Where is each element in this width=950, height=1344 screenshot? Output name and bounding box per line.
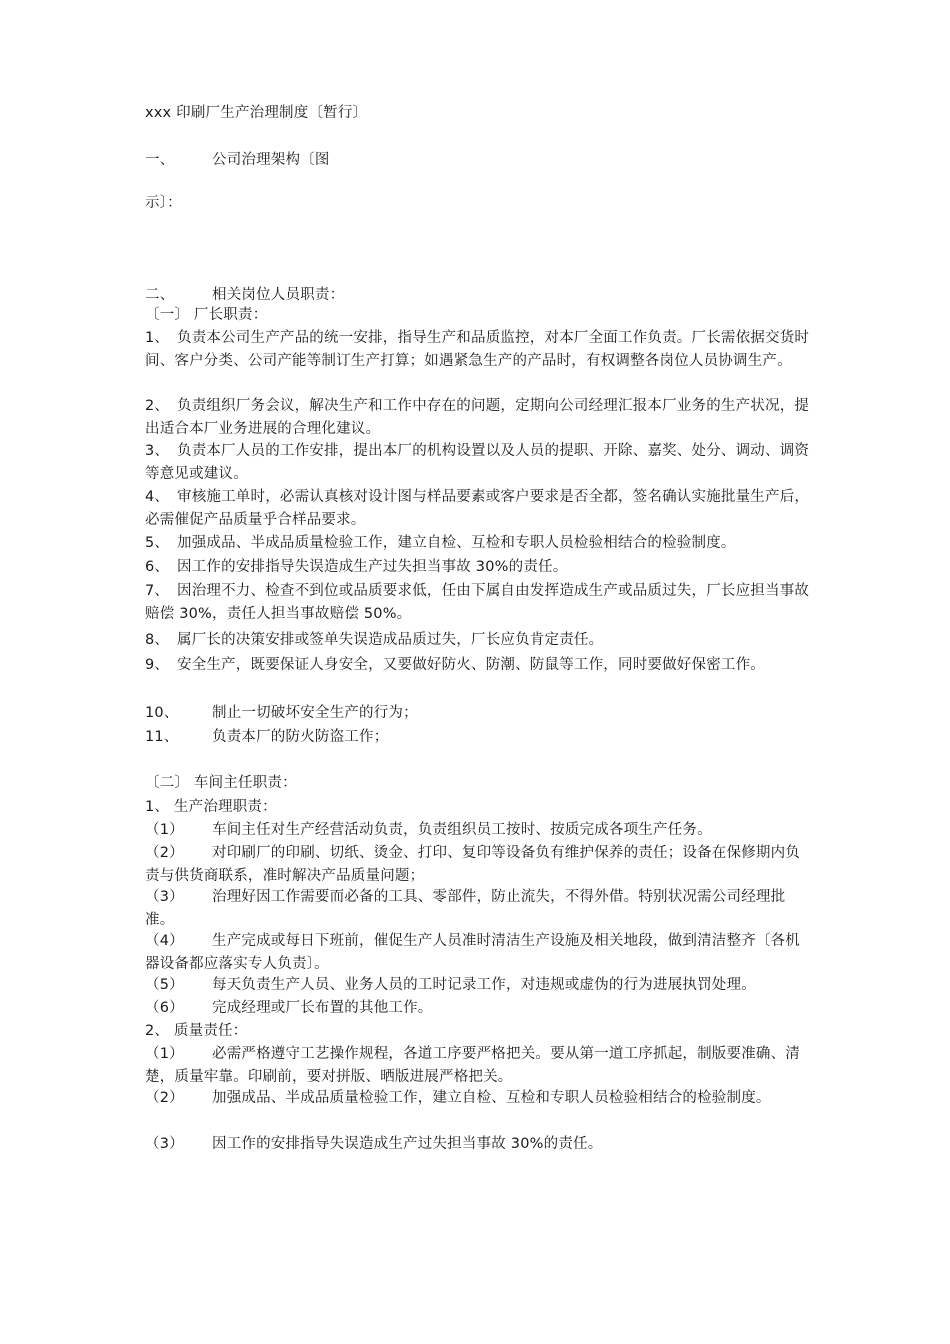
item-number: 6、 bbox=[145, 559, 170, 575]
section-1-number: 一、 bbox=[145, 152, 175, 168]
item-text: 因治理不力、检查不到位或品质要求低，任由下属自由发挥造成生产或品质过失，厂长应担当事故赔偿 30%，责任人担当事故赔偿 50%。 bbox=[145, 583, 810, 622]
item-number: 1、 bbox=[145, 330, 170, 346]
item-text: 制止一切破坏安全生产的行为； bbox=[212, 705, 418, 721]
list-item bbox=[145, 702, 810, 725]
part-1-heading: 1、 生产治理职责： bbox=[145, 799, 277, 815]
section-1-heading bbox=[145, 149, 810, 172]
item-text: 每天负责生产人员、业务人员的工时记录工作，对违规或虚伪的行为进展执罚处理。 bbox=[212, 977, 756, 993]
item-number: 4、 bbox=[145, 489, 170, 505]
item-text: 负责本厂的防火防盗工作； bbox=[212, 729, 389, 745]
list-item bbox=[145, 1133, 810, 1156]
item-number: 7、 bbox=[145, 583, 170, 599]
list-item bbox=[145, 440, 810, 486]
item-number: （2） bbox=[145, 1090, 184, 1106]
list-item bbox=[145, 1087, 810, 1110]
document-title: xxx 印刷厂生产治理制度〔暂行〕 bbox=[145, 105, 368, 121]
subsection-1-heading: 〔一〕 厂长职责： bbox=[145, 307, 268, 323]
item-text: 负责本厂人员的工作安排，提出本厂的机构设置以及人员的提职、开除、嘉奖、处分、调动、调资等意见或建议。 bbox=[145, 443, 810, 482]
item-text: 负责本公司生产产品的统一安排，指导生产和品质监控，对本厂全面工作负责。厂长需依据交货时间、客户分类、公司产能等制订生产打算；如遇紧急生产的产品时，有权调整各岗位人员协调生产。 bbox=[145, 330, 810, 369]
list-item bbox=[145, 819, 810, 842]
list-item bbox=[145, 395, 810, 441]
list-item bbox=[145, 654, 810, 677]
item-number: 9、 bbox=[145, 657, 170, 673]
list-item bbox=[145, 886, 810, 932]
list-item bbox=[145, 486, 810, 532]
item-text: 安全生产，既要保证人身安全，又要做好防火、防潮、防鼠等工作，同时要做好保密工作。 bbox=[177, 657, 765, 673]
item-text: 生产完成或每日下班前，催促生产人员准时清洁生产设施及相关地段，做到清洁整齐〔各机器设备都应落实专人负责〕。 bbox=[145, 933, 800, 972]
section-1-title-line1: 公司治理架构〔图 bbox=[212, 152, 330, 168]
item-text: 必需严格遵守工艺操作规程，各道工序要严格把关。要从第一道工序抓起，制版要准确、清楚，质量牢靠。印刷前，要对拼版、晒版进展严格把关。 bbox=[145, 1046, 800, 1085]
section-1-title-line2: 示〕： bbox=[145, 195, 182, 211]
item-text: 治理好因工作需要而必备的工具、零部件，防止流失，不得外借。特别状况需公司经理批准。 bbox=[145, 889, 786, 928]
item-number: （2） bbox=[145, 845, 184, 861]
item-number: （6） bbox=[145, 1000, 184, 1016]
item-text: 对印刷厂的印刷、切纸、烫金、打印、复印等设备负有维护保养的责任；设备在保修期内负责与供货商联系，准时解决产品质量问题； bbox=[145, 845, 800, 884]
list-item bbox=[145, 842, 810, 888]
list-item bbox=[145, 532, 810, 555]
item-text: 车间主任对生产经营活动负责，负责组织员工按时、按质完成各项生产任务。 bbox=[212, 822, 712, 838]
item-text: 负责组织厂务会议，解决生产和工作中存在的问题，定期向公司经理汇报本厂业务的生产状况，提出适合本厂业务进展的合理化建议。 bbox=[145, 398, 810, 437]
item-number: （1） bbox=[145, 1046, 184, 1062]
item-number: （1） bbox=[145, 822, 184, 838]
item-number: （4） bbox=[145, 933, 184, 949]
item-number: （3） bbox=[145, 1136, 184, 1152]
list-item bbox=[145, 556, 810, 579]
list-item bbox=[145, 974, 810, 997]
item-number: 3、 bbox=[145, 443, 170, 459]
list-item bbox=[145, 1043, 810, 1089]
item-number: （3） bbox=[145, 889, 184, 905]
item-text: 审核施工单时，必需认真核对设计图与样品要素或客户要求是否全都，签名确认实施批量生产后，必需催促产品质量乎合样品要求。 bbox=[145, 489, 810, 528]
subsection-2-heading: 〔二〕 车间主任职责： bbox=[145, 775, 297, 791]
item-text: 加强成品、半成品质量检验工作，建立自检、互检和专职人员检验相结合的检验制度。 bbox=[177, 535, 736, 551]
item-text: 完成经理或厂长布置的其他工作。 bbox=[212, 1000, 433, 1016]
item-number: 5、 bbox=[145, 535, 170, 551]
item-number: （5） bbox=[145, 977, 184, 993]
item-number: 10、 bbox=[145, 705, 179, 721]
item-number: 11、 bbox=[145, 729, 179, 745]
list-item bbox=[145, 930, 810, 976]
list-item bbox=[145, 580, 810, 626]
list-item bbox=[145, 327, 810, 373]
item-number: 8、 bbox=[145, 632, 170, 648]
list-item bbox=[145, 726, 810, 749]
item-text: 因工作的安排指导失误造成生产过失担当事故 30%的责任。 bbox=[212, 1136, 603, 1152]
section-2-title: 相关岗位人员职责： bbox=[212, 287, 345, 303]
list-item bbox=[145, 629, 810, 652]
item-text: 加强成品、半成品质量检验工作，建立自检、互检和专职人员检验相结合的检验制度。 bbox=[212, 1090, 771, 1106]
part-2-heading: 2、 质量责任： bbox=[145, 1023, 248, 1039]
item-text: 因工作的安排指导失误造成生产过失担当事故 30%的责任。 bbox=[177, 559, 568, 575]
item-text: 属厂长的决策安排或签单失误造成品质过失，厂长应负肯定责任。 bbox=[177, 632, 604, 648]
item-number: 2、 bbox=[145, 398, 170, 414]
section-2-number: 二、 bbox=[145, 287, 175, 303]
list-item bbox=[145, 997, 810, 1020]
